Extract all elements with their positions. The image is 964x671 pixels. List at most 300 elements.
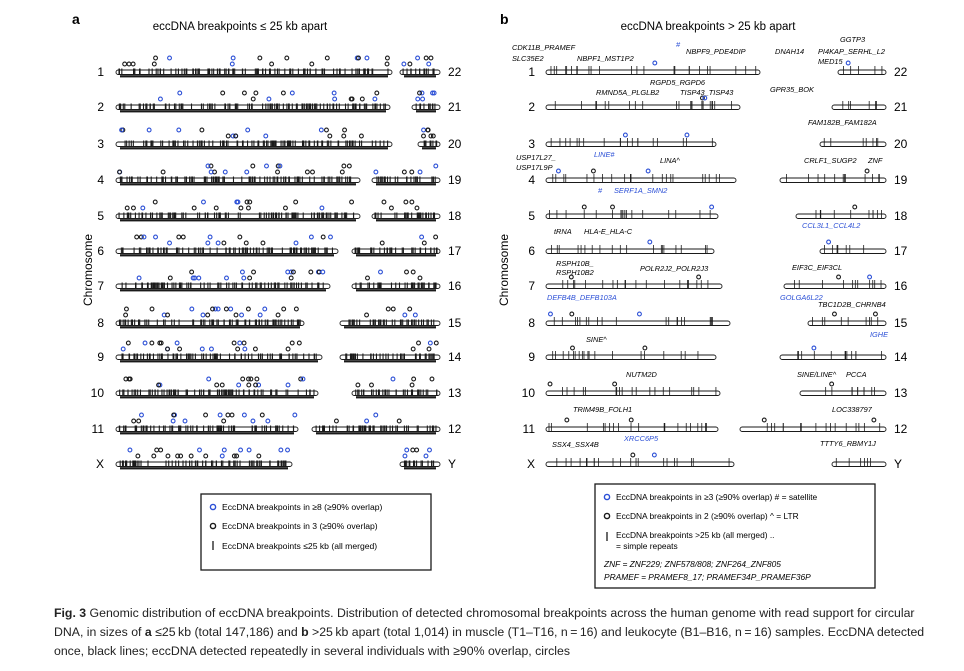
breakpoint-circle-black: [422, 241, 426, 245]
breakpoint-circle-blue: [251, 419, 255, 423]
breakpoint-circle-blue: [638, 312, 642, 316]
breakpoint-cluster: [120, 147, 388, 149]
breakpoint-circle-black: [152, 62, 156, 66]
breakpoint-circle-black: [874, 312, 878, 316]
legend-a-black-circle: [210, 523, 215, 528]
gene-label-satellite: #: [676, 40, 681, 49]
gene-label: SSX4_SSX4B: [552, 440, 599, 449]
breakpoint-circle-blue: [265, 164, 269, 168]
chromosome-ideogram: [546, 355, 716, 360]
breakpoint-circle-blue: [652, 453, 656, 457]
chromosome-label: 13: [448, 386, 462, 400]
breakpoint-circle-blue: [168, 56, 172, 60]
breakpoint-cluster: [404, 467, 436, 469]
breakpoint-circle-black: [255, 377, 259, 381]
breakpoint-circle-blue: [264, 134, 268, 138]
breakpoint-circle-black: [168, 276, 172, 280]
gene-label: IGHE: [870, 330, 889, 339]
breakpoint-circle-black: [347, 164, 351, 168]
chromosome-label: 12: [448, 422, 462, 436]
breakpoint-circle-blue: [168, 241, 172, 245]
breakpoint-circle-black: [390, 206, 394, 210]
chromosome-label: 5: [528, 209, 535, 223]
breakpoint-circle-black: [408, 62, 412, 66]
breakpoint-circle-black: [343, 128, 347, 132]
breakpoint-circle-black: [214, 206, 218, 210]
breakpoint-circle-blue: [416, 97, 420, 101]
legend-b-blue-circle: [604, 494, 609, 499]
panel-a-legend: [201, 494, 431, 570]
breakpoint-circle-black: [224, 307, 228, 311]
breakpoint-circle-blue: [293, 413, 297, 417]
breakpoint-circle-black: [247, 206, 251, 210]
breakpoint-cluster: [376, 219, 436, 221]
breakpoint-circle-black: [408, 307, 412, 311]
breakpoint-circle-black: [340, 170, 344, 174]
breakpoint-circle-black: [220, 383, 224, 387]
breakpoint-circle-black: [221, 91, 225, 95]
gene-label: TBC1D2B_CHRNB4: [818, 300, 886, 309]
chromosome-label: 14: [894, 350, 908, 364]
chromosome-ideogram: [546, 70, 760, 75]
chromosome-ideogram: [340, 321, 440, 326]
caption-text: >25 kb apart (total 1,014) in muscle (T1–T16, n = 16) and leukocyte (B1–B16, n = 16) samples. EccDNA detected once, black lines; eccDNA detected repeatedly in several individuals with ≥90% overlap, circles: [54, 625, 925, 658]
breakpoint-circle-blue: [332, 91, 336, 95]
breakpoint-circle-blue: [266, 419, 270, 423]
breakpoint-circle-blue: [402, 62, 406, 66]
chromosome-label: 2: [528, 100, 535, 114]
caption-b: b: [301, 625, 309, 639]
breakpoint-circle-black: [429, 56, 433, 60]
gene-label: CCL3L1_CCL4L2: [802, 221, 861, 230]
breakpoint-circle-black: [155, 448, 159, 452]
gene-label: PI4KAP_SERHL_L2: [818, 47, 885, 56]
breakpoint-circle-blue: [154, 235, 158, 239]
breakpoint-circle-blue: [646, 169, 650, 173]
breakpoint-cluster: [120, 289, 326, 291]
breakpoint-circle-black: [837, 275, 841, 279]
breakpoint-circle-blue: [329, 235, 333, 239]
breakpoint-circle-black: [252, 270, 256, 274]
breakpoint-circle-black: [243, 91, 247, 95]
breakpoint-circle-blue: [365, 419, 369, 423]
breakpoint-circle-black: [294, 200, 298, 204]
breakpoint-circle-blue: [230, 62, 234, 66]
chromosome-label: 17: [894, 244, 908, 258]
breakpoint-circle-blue: [413, 313, 417, 317]
chromosome-label: 5: [97, 209, 104, 223]
breakpoint-circle-black: [150, 341, 154, 345]
gene-label: NBPF9_PDE4DIP: [686, 47, 746, 56]
breakpoint-circle-blue: [223, 170, 227, 174]
breakpoint-circle-blue: [239, 448, 243, 452]
breakpoint-cluster: [416, 110, 436, 112]
breakpoint-circle-black: [571, 346, 575, 350]
breakpoint-circle-black: [865, 169, 869, 173]
chromosome-label: X: [95, 457, 104, 471]
chromosome-label: 10: [90, 386, 104, 400]
gene-label: NUTM2D: [626, 370, 657, 379]
breakpoint-circle-blue: [648, 240, 652, 244]
breakpoint-circle-black: [697, 275, 701, 279]
breakpoint-cluster: [120, 183, 356, 185]
breakpoint-circle-black: [385, 62, 389, 66]
breakpoint-circle-blue: [434, 164, 438, 168]
breakpoint-circle-black: [386, 307, 390, 311]
breakpoint-circle-black: [248, 276, 252, 280]
breakpoint-circle-black: [391, 307, 395, 311]
breakpoint-cluster: [376, 183, 436, 185]
breakpoint-circle-blue: [201, 313, 205, 317]
breakpoint-circle-blue: [218, 413, 222, 417]
chromosome-label: Y: [448, 457, 457, 471]
breakpoint-circle-blue: [240, 313, 244, 317]
breakpoint-circle-blue: [143, 341, 147, 345]
chromosome-ideogram: [116, 105, 390, 110]
breakpoint-circle-black: [335, 419, 339, 423]
breakpoint-circle-black: [161, 170, 165, 174]
breakpoint-circle-black: [375, 91, 379, 95]
breakpoint-circle-black: [270, 62, 274, 66]
chromosome-label: 19: [894, 173, 908, 187]
breakpoint-circle-blue: [403, 313, 407, 317]
breakpoint-circle-black: [177, 235, 181, 239]
breakpoint-circle-blue: [428, 448, 432, 452]
breakpoint-circle-blue: [710, 205, 714, 209]
breakpoint-circle-black: [257, 454, 261, 458]
breakpoint-circle-blue: [333, 97, 337, 101]
chromosome-label: 13: [894, 386, 908, 400]
breakpoint-circle-black: [238, 235, 242, 239]
breakpoint-circle-black: [192, 206, 196, 210]
breakpoint-circle-blue: [391, 377, 395, 381]
chromosome-label: 15: [448, 316, 462, 330]
breakpoint-circle-blue: [147, 128, 151, 132]
chromosome-ideogram: [796, 214, 886, 219]
breakpoint-circle-black: [411, 448, 415, 452]
breakpoint-circle-blue: [237, 383, 241, 387]
chromosome-ideogram: [546, 178, 736, 183]
breakpoint-circle-blue: [121, 347, 125, 351]
breakpoint-circle-black: [422, 134, 426, 138]
chromosome-label: 19: [448, 173, 462, 187]
panel-b-letter: b: [500, 11, 509, 27]
legend-b-black-circle: [604, 513, 609, 518]
breakpoint-circle-blue: [231, 56, 235, 60]
breakpoint-circle-black: [310, 62, 314, 66]
breakpoint-cluster: [120, 219, 356, 221]
chromosome-label: 6: [97, 244, 104, 258]
breakpoint-circle-black: [281, 91, 285, 95]
breakpoint-circle-blue: [128, 448, 132, 452]
breakpoint-circle-black: [254, 347, 258, 351]
breakpoint-circle-blue: [286, 383, 290, 387]
gene-label: TRIM49B_FOLH1: [573, 405, 633, 414]
chromosome-label: 22: [448, 65, 462, 79]
breakpoint-circle-black: [132, 206, 136, 210]
breakpoint-circle-blue: [137, 276, 141, 280]
breakpoint-circle-blue: [225, 276, 229, 280]
legend-a-item-1: EccDNA breakpoints in ≥8 (≥90% overlap): [222, 502, 383, 512]
chromosome-label: 17: [448, 244, 462, 258]
chromosome-label: Y: [894, 457, 903, 471]
gene-label: GPR35_BOK: [770, 85, 814, 94]
breakpoint-circle-black: [311, 170, 315, 174]
chromosome-ideogram: [546, 142, 716, 147]
chromosome-label: 15: [894, 316, 908, 330]
gene-label: SLC35E2: [512, 54, 544, 63]
breakpoint-circle-black: [418, 91, 422, 95]
breakpoint-cluster: [120, 326, 300, 328]
breakpoint-circle-black: [135, 235, 139, 239]
breakpoint-circle-black: [206, 313, 210, 317]
breakpoint-circle-black: [380, 241, 384, 245]
breakpoint-circle-black: [430, 377, 434, 381]
breakpoint-circle-blue: [827, 240, 831, 244]
breakpoint-circle-black: [629, 418, 633, 422]
legend-b-pramef-note: PRAMEF = PRAMEF8_17; PRAMEF34P_PRAMEF36P: [604, 572, 811, 582]
breakpoint-circle-blue: [379, 270, 383, 274]
breakpoint-circle-black: [189, 454, 193, 458]
chromosome-label: 7: [97, 279, 104, 293]
breakpoint-circle-black: [418, 276, 422, 280]
chromosome-label: 20: [894, 137, 908, 151]
breakpoint-circle-black: [294, 307, 298, 311]
breakpoint-circle-black: [872, 418, 876, 422]
breakpoint-circle-black: [190, 270, 194, 274]
breakpoint-circle-black: [411, 270, 415, 274]
breakpoint-cluster: [422, 147, 436, 149]
breakpoint-circle-blue: [309, 235, 313, 239]
breakpoint-circle-black: [397, 419, 401, 423]
breakpoint-circle-black: [415, 206, 419, 210]
caption-text: ≤25 kb (total 147,186) and: [151, 625, 302, 639]
chromosome-label: 1: [528, 65, 535, 79]
gene-label: LINA^: [660, 156, 680, 165]
breakpoint-circle-blue: [198, 448, 202, 452]
breakpoint-circle-black: [342, 164, 346, 168]
breakpoint-circle-black: [124, 313, 128, 317]
breakpoint-circle-black: [258, 56, 262, 60]
breakpoint-circle-blue: [190, 307, 194, 311]
breakpoint-circle-blue: [405, 448, 409, 452]
breakpoint-circle-black: [366, 276, 370, 280]
breakpoint-circle-black: [762, 418, 766, 422]
breakpoint-circle-black: [350, 200, 354, 204]
breakpoint-cluster: [344, 326, 436, 328]
gene-label: CDK11B_PRAMEF: [512, 43, 576, 52]
breakpoint-circle-black: [405, 270, 409, 274]
breakpoint-circle-black: [411, 347, 415, 351]
breakpoint-circle-black: [226, 413, 230, 417]
gene-label: MED15: [818, 57, 843, 66]
breakpoint-circle-black: [402, 170, 406, 174]
breakpoint-circle-black: [284, 206, 288, 210]
gene-label: GOLGA6L22: [780, 293, 823, 302]
breakpoint-circle-black: [153, 200, 157, 204]
breakpoint-circle-blue: [222, 448, 226, 452]
breakpoint-cluster: [120, 75, 388, 77]
breakpoint-circle-blue: [868, 275, 872, 279]
gene-label: TISP43_TISP43: [680, 88, 734, 97]
breakpoint-circle-blue: [557, 169, 561, 173]
panel-a-title: eccDNA breakpoints ≤ 25 kb apart: [152, 21, 328, 33]
breakpoint-circle-black: [234, 313, 238, 317]
breakpoint-circle-blue: [229, 307, 233, 311]
caption-label: Fig. 3: [54, 606, 87, 620]
panel-b-y-axis-label: Chromosome: [497, 233, 511, 307]
breakpoint-circle-black: [131, 62, 135, 66]
chromosome-ideogram: [116, 462, 292, 467]
breakpoint-circle-black: [360, 134, 364, 138]
breakpoint-circle-blue: [373, 97, 377, 101]
legend-b-item-4: = simple repeats: [616, 541, 678, 551]
gene-label: XRCC6P5: [624, 434, 659, 443]
breakpoint-circle-black: [125, 307, 129, 311]
breakpoint-circle-black: [285, 56, 289, 60]
breakpoint-circle-black: [424, 56, 428, 60]
breakpoint-cluster: [356, 396, 436, 398]
breakpoint-circle-black: [178, 347, 182, 351]
chromosome-ideogram: [780, 178, 886, 183]
gene-label: tRNA: [554, 227, 572, 236]
chromosome-label: 7: [528, 279, 535, 293]
breakpoint-circle-black: [342, 134, 346, 138]
chromosome-label: 20: [448, 137, 462, 151]
breakpoint-circle-blue: [171, 419, 175, 423]
breakpoint-circle-black: [309, 270, 313, 274]
chromosome-ideogram: [312, 427, 440, 432]
panel-b-gene-labels: [512, 35, 888, 449]
breakpoint-circle-blue: [286, 448, 290, 452]
gene-label-satellite: #: [598, 186, 603, 195]
breakpoint-circle-black: [276, 313, 280, 317]
breakpoint-circle-black: [251, 97, 255, 101]
breakpoint-circle-black: [251, 164, 255, 168]
chromosome-ideogram: [546, 284, 722, 289]
chromosome-label: 1: [97, 65, 104, 79]
panel-a-letter: a: [72, 11, 80, 27]
breakpoint-circle-blue: [159, 97, 163, 101]
breakpoint-circle-blue: [279, 448, 283, 452]
breakpoint-circle-black: [241, 377, 245, 381]
breakpoint-circle-black: [152, 454, 156, 458]
breakpoint-circle-black: [200, 128, 204, 132]
breakpoint-circle-blue: [267, 97, 271, 101]
breakpoint-circle-black: [261, 241, 265, 245]
legend-a-item-2: EccDNA breakpoints in 3 (≥90% overlap): [222, 521, 378, 531]
chromosome-label: 4: [97, 173, 104, 187]
breakpoint-cluster: [120, 467, 288, 469]
breakpoint-circle-black: [412, 377, 416, 381]
breakpoint-circle-black: [382, 200, 386, 204]
breakpoint-circle-black: [222, 419, 226, 423]
breakpoint-circle-blue: [210, 347, 214, 351]
breakpoint-circle-blue: [319, 128, 323, 132]
breakpoint-circle-black: [282, 307, 286, 311]
breakpoint-circle-black: [410, 383, 414, 387]
chromosome-label: 16: [448, 279, 462, 293]
chromosome-label: 16: [894, 279, 908, 293]
chromosome-ideogram: [546, 462, 734, 467]
breakpoint-circle-black: [260, 413, 264, 417]
breakpoint-circle-blue: [197, 276, 201, 280]
breakpoint-circle-blue: [178, 91, 182, 95]
chromosome-label: 3: [97, 137, 104, 151]
breakpoint-circle-blue: [685, 133, 689, 137]
chromosome-ideogram: [780, 355, 886, 360]
breakpoint-cluster: [120, 254, 334, 256]
breakpoint-circle-black: [159, 448, 163, 452]
chromosome-label: 14: [448, 350, 462, 364]
gene-label: HLA-E_HLA-C: [584, 227, 633, 236]
gene-label: USP17L9P: [516, 163, 553, 172]
breakpoint-circle-blue: [242, 276, 246, 280]
breakpoint-circle-black: [410, 170, 414, 174]
breakpoint-circle-black: [246, 307, 250, 311]
breakpoint-cluster: [120, 396, 314, 398]
breakpoint-cluster: [344, 360, 436, 362]
breakpoint-circle-blue: [846, 61, 850, 65]
chromosome-ideogram: [800, 391, 886, 396]
legend-b-item-1: EccDNA breakpoints in ≥3 (≥90% overlap) # = satellite: [616, 492, 818, 502]
breakpoint-circle-blue: [245, 170, 249, 174]
breakpoint-circle-blue: [421, 97, 425, 101]
breakpoint-circle-black: [328, 134, 332, 138]
breakpoint-circle-blue: [206, 241, 210, 245]
chromosome-ideogram: [838, 70, 886, 75]
breakpoint-circle-black: [204, 413, 208, 417]
breakpoint-circle-black: [434, 341, 438, 345]
legend-b-item-2: EccDNA breakpoints in 2 (≥90% overlap) ^ = LTR: [616, 511, 799, 521]
chromosome-label: 11: [522, 422, 535, 436]
panel-b-title: eccDNA breakpoints > 25 kb apart: [620, 21, 796, 33]
gene-label: NBPF1_MST1P2: [577, 54, 634, 63]
chromosome-ideogram: [832, 105, 886, 110]
legend-b-znf-note: ZNF = ZNF229; ZNF578/808; ZNF264_ZNF805: [604, 559, 781, 569]
breakpoint-circle-black: [410, 200, 414, 204]
breakpoint-circle-black: [286, 347, 290, 351]
gene-label: USP17L27_: [516, 153, 556, 162]
breakpoint-circle-blue: [246, 128, 250, 132]
chromosome-label: 21: [448, 100, 462, 114]
breakpoint-circle-black: [325, 128, 329, 132]
breakpoint-circle-black: [417, 341, 421, 345]
breakpoint-circle-black: [643, 346, 647, 350]
breakpoint-circle-black: [232, 341, 236, 345]
breakpoint-circle-blue: [549, 312, 553, 316]
breakpoint-circle-blue: [216, 241, 220, 245]
panel-a-y-axis-label: Chromosome: [81, 233, 95, 307]
breakpoint-circle-black: [592, 169, 596, 173]
breakpoint-circle-black: [236, 347, 240, 351]
breakpoint-cluster: [120, 110, 386, 112]
gene-label: CRLF1_SUGP2: [804, 156, 857, 165]
gene-label: EIF3C_EIF3CL: [792, 263, 843, 272]
breakpoint-circle-black: [611, 205, 615, 209]
breakpoint-circle-blue: [403, 454, 407, 458]
chromosome-label: 22: [894, 65, 908, 79]
breakpoint-circle-black: [290, 341, 294, 345]
chromosome-label: 9: [528, 350, 535, 364]
gene-label: LINE#: [594, 150, 615, 159]
breakpoint-circle-black: [150, 307, 154, 311]
breakpoint-cluster: [120, 360, 318, 362]
breakpoint-circle-blue: [208, 235, 212, 239]
breakpoint-circle-black: [276, 170, 280, 174]
breakpoint-circle-black: [242, 341, 246, 345]
breakpoint-circle-blue: [290, 91, 294, 95]
